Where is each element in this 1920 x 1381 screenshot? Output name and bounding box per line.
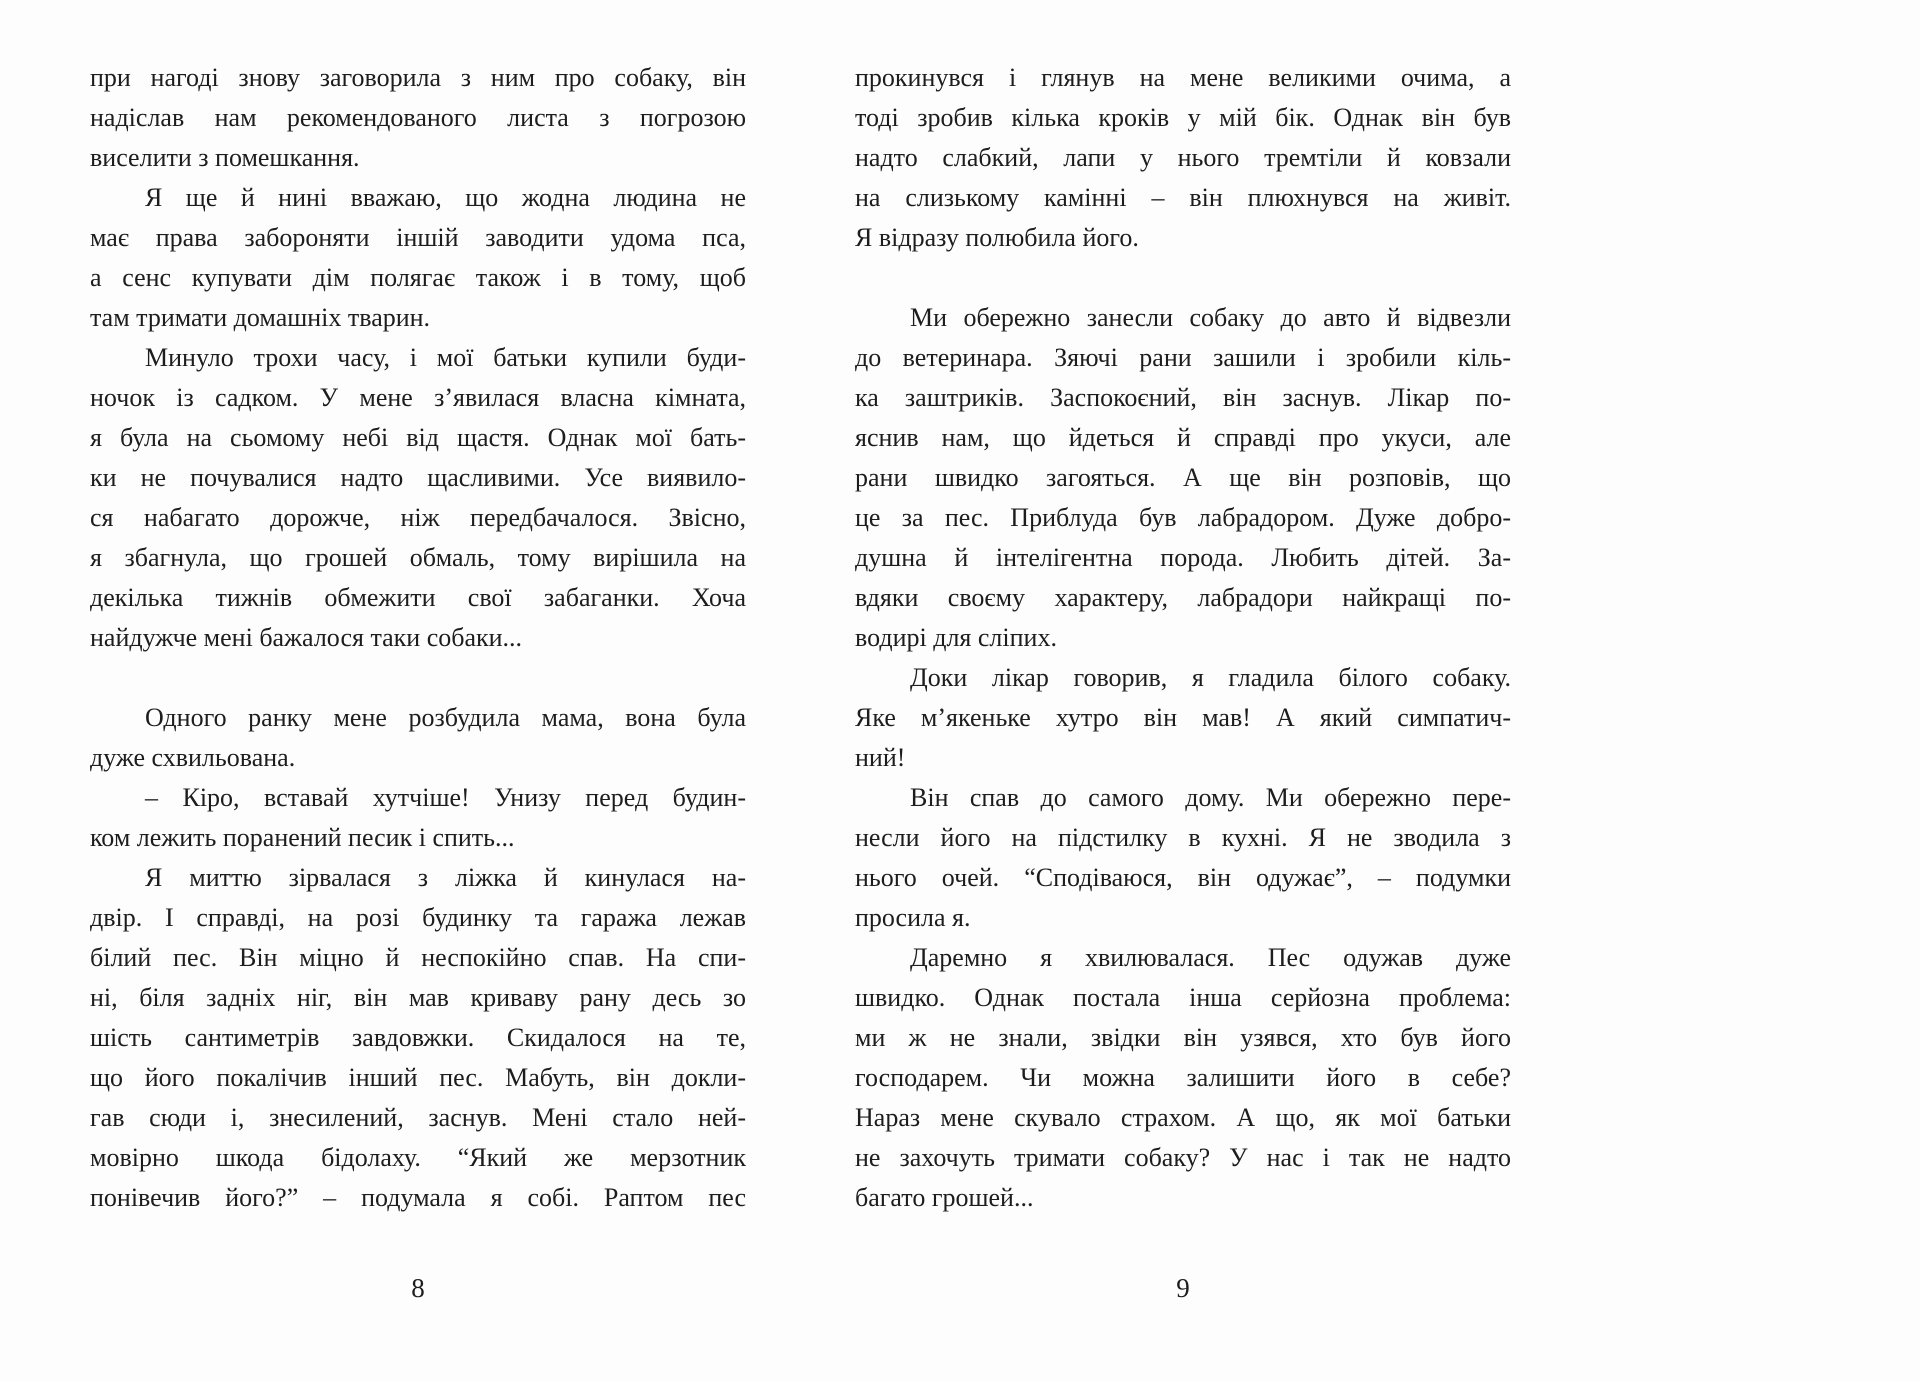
text-line: надіслав нам рекомендованого листа з погрозою [90,103,746,132]
text-line: просила я. [855,903,971,932]
text-line: Ми обережно занесли собаку до авто й відвезли [910,303,1511,332]
text-line: господарем. Чи можна залишити його в себе? [855,1063,1511,1092]
paragraph [855,778,1511,938]
text-line: не захочуть тримати собаку? У нас і так не надто [855,1143,1511,1172]
text-line: надто слабкий, лапи у нього тремтіли й ковзали [855,143,1511,172]
paragraph [90,778,746,858]
paragraph [855,58,1511,258]
paragraph [90,698,746,778]
paragraph [90,858,746,1218]
text-line: прокинувся і глянув на мене великими очима, а [855,63,1511,92]
text-line: багато грошей... [855,1183,1034,1212]
text-line: несли його на підстилку в кухні. Я не зводила з [855,823,1511,852]
text-line: до ветеринара. Зяючі рани зашили і зробили кіль- [855,343,1511,372]
text-line: що його покалічив інший пес. Мабуть, він докли- [90,1063,746,1092]
text-line: ний! [855,743,906,772]
text-line: ми ж не знали, звідки він узявся, хто був його [855,1023,1511,1052]
paragraph [855,298,1511,658]
page-right-text-column [855,58,1511,1218]
text-line: має права забороняти іншій заводити удома пса, [90,223,746,252]
text-line: понівечив його?” – подумала я собі. Раптом пес [90,1183,746,1212]
text-line: Я відразу полюбила його. [855,223,1139,252]
paragraph [855,658,1511,778]
text-line: ся набагато дорожче, ніж передбачалося. Звісно, [90,503,746,532]
text-line: дуже схвильована. [90,743,296,772]
text-line: водирі для сліпих. [855,623,1057,652]
text-line: ки не почувалися надто щасливими. Усе виявило- [90,463,746,492]
text-line: це за пес. Приблуда був лабрадором. Дуже добро- [855,503,1511,532]
page-left-text-column [90,58,746,1218]
text-line: двір. І справді, на розі будинку та гаража лежав [90,903,746,932]
text-line: нього очей. “Сподіваюся, він одужає”, – подумки [855,863,1511,892]
text-line: Нараз мене скувало страхом. А що, як мої батьки [855,1103,1511,1132]
text-line: ні, біля задніх ніг, він мав криваву рану десь зо [90,983,746,1012]
page-number-right: 9 [1176,1273,1190,1303]
text-line: швидко. Однак постала інша серйозна проблема: [855,983,1511,1012]
text-line: білий пес. Він міцно й неспокійно спав. На спи- [90,943,746,972]
paragraph [855,938,1511,1218]
text-line: я збагнула, що грошей обмаль, тому вирішила на [90,543,746,572]
text-line: Одного ранку мене розбудила мама, вона була [145,703,746,732]
text-line: душна й інтелігентна порода. Любить дітей. За- [855,543,1511,572]
text-line: виселити з помешкання. [90,143,360,172]
text-line: Минуло трохи часу, і мої батьки купили буди- [145,343,746,372]
text-line: я була на сьомому небі від щастя. Однак мої бать- [90,423,746,452]
page-number-left: 8 [411,1273,425,1303]
text-line: Я ще й нині вважаю, що жодна людина не [145,183,746,212]
text-line: при нагоді знову заговорила з ним про собаку, він [90,63,746,92]
text-line: ка заштриків. Заспокоєний, він заснув. Лікар по- [855,383,1511,412]
paragraph [90,178,746,338]
text-line: Я миттю зірвалася з ліжка й кинулася на- [145,863,746,892]
text-line: – Кіро, вставай хутчіше! Унизу перед будин- [145,783,746,812]
text-line: шість сантиметрів завдовжки. Скидалося на те, [90,1023,746,1052]
paragraph [90,338,746,658]
paragraph [90,58,746,178]
text-line: гав сюди і, знесилений, заснув. Мені стало ней- [90,1103,746,1132]
text-line: декілька тижнів обмежити свої забаганки. Хоча [90,583,746,612]
text-line: Він спав до самого дому. Ми обережно пере- [910,783,1511,812]
text-line: ком лежить поранений песик і спить... [90,823,515,852]
text-line: Доки лікар говорив, я гладила білого собаку. [910,663,1511,692]
text-line: а сенс купувати дім полягає також і в тому, щоб [90,263,746,292]
text-line: рани швидко загояться. А ще він розповів, що [855,463,1511,492]
text-line: тоді зробив кілька кроків у мій бік. Однак він був [855,103,1511,132]
text-line: там тримати домашніх тварин. [90,303,431,332]
text-line: Даремно я хвилювалася. Пес одужав дуже [910,943,1511,972]
text-line: яснив нам, що йдеться й справді про укуси, але [855,423,1511,452]
text-line: мовірно шкода бідолаху. “Який же мерзотник [90,1143,746,1172]
text-line: вдяки своєму характеру, лабрадори найкращі по- [855,583,1511,612]
text-line: Яке м’якеньке хутро він мав! А який симпатич- [855,703,1511,732]
text-line: ночок із садком. У мене з’явилася власна кімната, [90,383,746,412]
text-line: на слизькому камінні – він плюхнувся на живіт. [855,183,1511,212]
text-line: найдужче мені бажалося таки собаки... [90,623,523,652]
